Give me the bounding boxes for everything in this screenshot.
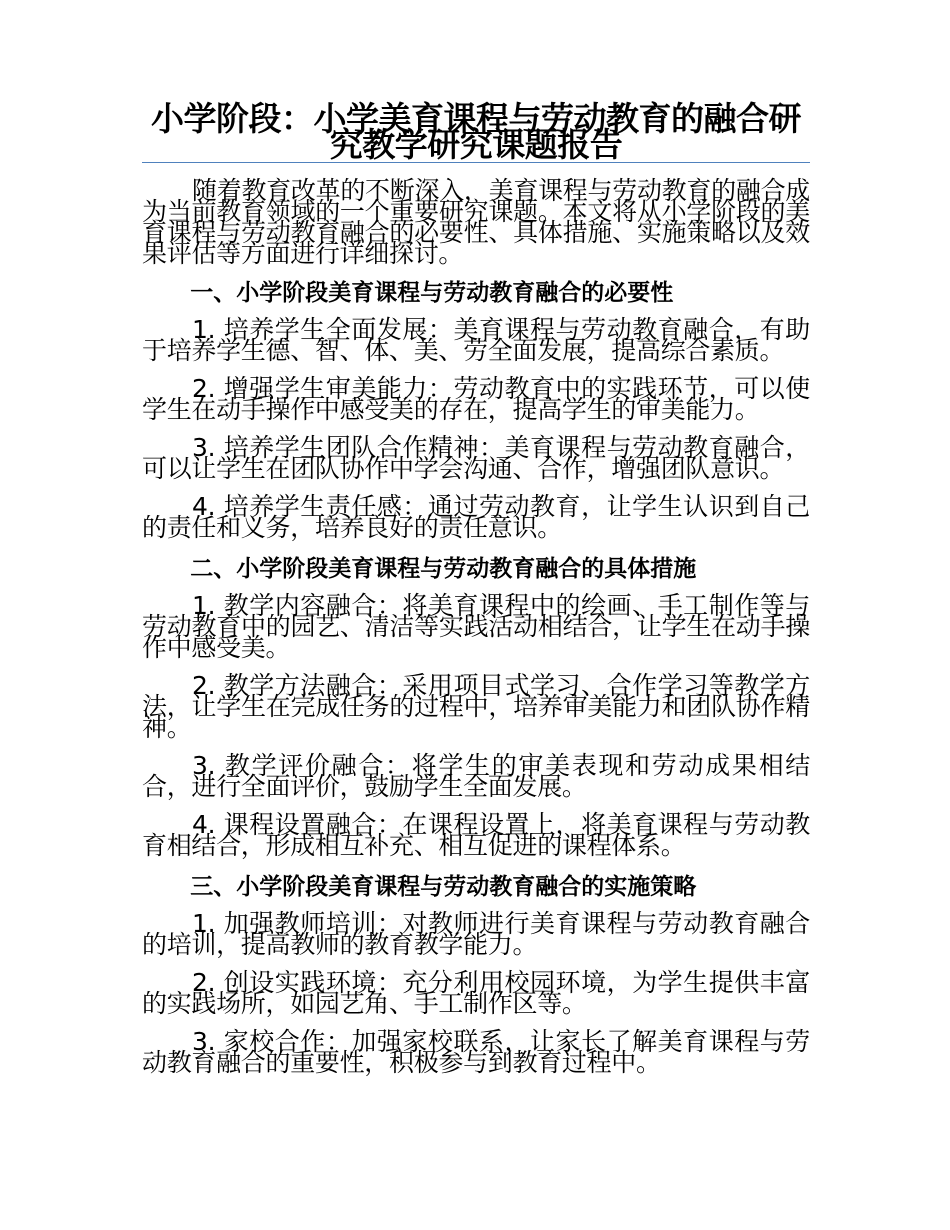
necessity-item-4: 4. 培养学生责任感：通过劳动教育，让学生认识到自己的责任和义务，培养良好的责任意识。 [142, 492, 810, 542]
measures-item-2: 2. 教学方法融合：采用项目式学习、合作学习等教学方法，让学生在完成任务的过程中，培养审美能力和团队协作精神。 [142, 671, 810, 742]
strategies-item-2: 2. 创设实践环境：充分利用校园环境，为学生提供丰富的实践场所，如园艺角、手工制作区等。 [142, 968, 810, 1018]
intro-paragraph: 随着教育改革的不断深入，美育课程与劳动教育的融合成为当前教育领域的一个重要研究课题。本文将从小学阶段的美育课程与劳动教育融合的必要性、具体措施、实施策略以及效果评估等方面进行详细探讨。 [142, 176, 810, 268]
necessity-item-2: 2. 增强学生审美能力：劳动教育中的实践环节，可以使学生在动手操作中感受美的存在，提高学生的审美能力。 [142, 374, 810, 424]
measures-item-3: 3. 教学评价融合：将学生的审美表现和劳动成果相结合，进行全面评价，鼓励学生全面发展。 [142, 751, 810, 801]
measures-item-4: 4. 课程设置融合：在课程设置上，将美育课程与劳动教育相结合，形成相互补充、相互促进的课程体系。 [142, 810, 810, 860]
necessity-item-1: 1. 培养学生全面发展：美育课程与劳动教育融合，有助于培养学生德、智、体、美、劳全面发展，提高综合素质。 [142, 315, 810, 365]
section-heading-measures: 二、小学阶段美育课程与劳动教育融合的具体措施 [190, 556, 697, 582]
strategies-item-1: 1. 加强教师培训：对教师进行美育课程与劳动教育融合的培训，提高教师的教育教学能力。 [142, 909, 810, 959]
section-heading-strategies: 三、小学阶段美育课程与劳动教育融合的实施策略 [190, 874, 697, 900]
document-body [142, 176, 810, 1090]
measures-item-1: 1. 教学内容融合：将美育课程中的绘画、手工制作等与劳动教育中的园艺、清洁等实践活动相结合，让学生在动手操作中感受美。 [142, 591, 810, 662]
strategies-item-3: 3. 家校合作：加强家校联系，让家长了解美育课程与劳动教育融合的重要性，积极参与到教育过程中。 [142, 1027, 810, 1077]
title-underline [142, 162, 810, 163]
necessity-item-3: 3. 培养学生团队合作精神：美育课程与劳动教育融合，可以让学生在团队协作中学会沟通、合作，增强团队意识。 [142, 433, 810, 483]
document-title: 小学阶段：小学美育课程与劳动教育的融合研究教学研究课题报告 [151, 99, 801, 164]
section-heading-necessity: 一、小学阶段美育课程与劳动教育融合的必要性 [190, 280, 674, 306]
